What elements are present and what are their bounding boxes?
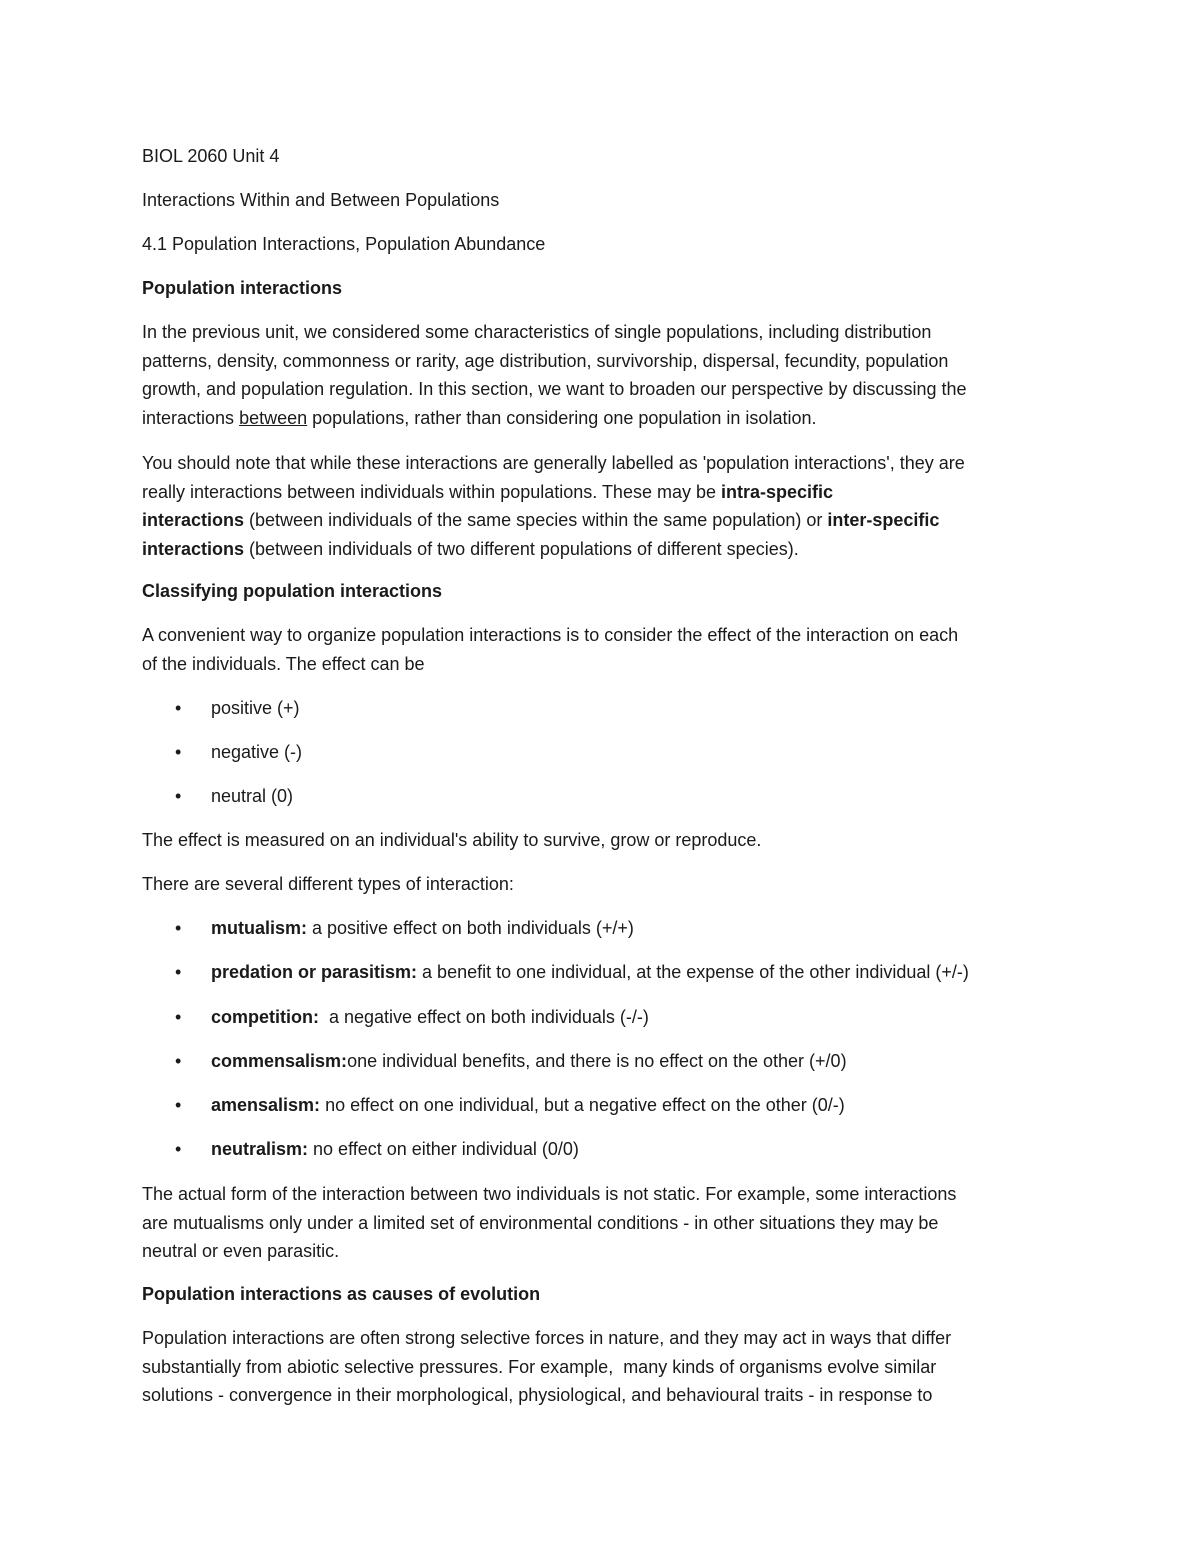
bullet-icon: •	[175, 962, 182, 982]
term-intra-specific: intra-specific	[721, 481, 834, 502]
list-item-negative: negative (-)	[211, 742, 303, 762]
unit-title: Interactions Within and Between Populations	[142, 190, 500, 210]
list-item-commensalism: commensalism:one individual benefits, and there is no effect on the other (+/0)	[211, 1051, 847, 1071]
bullet-icon: •	[175, 1051, 182, 1071]
paragraph-selective-forces: Population interactions are often strong selective forces in nature, and they may act in ways that differ substantially from abiotic selective pressures. For example, many kinds of organisms evolve similar solutions - convergence in their morphological, physiological, and behavioural traits - in response to	[142, 1328, 952, 1405]
paragraph-types-intro: There are several different types of interaction:	[142, 874, 514, 894]
section-title: 4.1 Population Interactions, Population Abundance	[142, 234, 546, 254]
heading-population-interactions: Population interactions	[142, 278, 343, 298]
term-inter-specific: inter-specific	[827, 510, 940, 530]
heading-classifying: Classifying population interactions	[142, 581, 443, 601]
list-item-neutral: neutral (0)	[211, 786, 294, 806]
list-item-neutralism: neutralism: no effect on either individual (0/0)	[211, 1139, 579, 1159]
bullet-icon: •	[175, 1007, 182, 1027]
course-code: BIOL 2060 Unit 4	[142, 146, 280, 166]
bullet-icon: •	[175, 786, 182, 806]
list-item-positive: positive (+)	[211, 698, 300, 718]
list-item-amensalism: amensalism: no effect on one individual, but a negative effect on the other (0/-)	[211, 1095, 845, 1115]
list-item-mutualism: mutualism: a positive effect on both individuals (+/+)	[211, 918, 634, 938]
paragraph-convenient-way: A convenient way to organize population interactions is to consider the effect of the interaction on each of the individuals. The effect can be	[142, 625, 959, 674]
emphasis-between: between	[239, 407, 308, 428]
list-item-competition: competition: a negative effect on both individuals (-/-)	[211, 1007, 649, 1027]
paragraph-intra-inter-specific: You should note that while these interactions are generally labelled as 'population interactions', they are really interactions between individuals within populations. These may be intra-specific interactions (between individuals of the same species within the same population) or inter-specific interactions (between individuals of two different populations of different species).	[142, 453, 965, 559]
paragraph-effect-measured: The effect is measured on an individual's ability to survive, grow or reproduce.	[142, 830, 762, 850]
heading-evolution: Population interactions as causes of evolution	[142, 1284, 541, 1304]
bullet-icon: •	[175, 1095, 182, 1115]
bullet-icon: •	[175, 918, 182, 938]
bullet-icon: •	[175, 1139, 182, 1159]
bullet-icon: •	[175, 698, 182, 718]
paragraph-previous-unit: In the previous unit, we considered some characteristics of single populations, including distribution patterns, density, commonness or rarity, age distribution, survivorship, dispersal, fecundity, population growth, and population regulation. In this section, we want to broaden our perspective by discussing the interactions between populations, rather than considering one population in isolation.	[142, 322, 967, 428]
paragraph-not-static: The actual form of the interaction between two individuals is not static. For example, some interactions are mutualisms only under a limited set of environmental conditions - in other situations they may be neutral or even parasitic.	[142, 1184, 957, 1261]
list-item-predation: predation or parasitism: a benefit to one individual, at the expense of the other individual (+/-)	[211, 962, 969, 982]
bullet-icon: •	[175, 742, 182, 762]
